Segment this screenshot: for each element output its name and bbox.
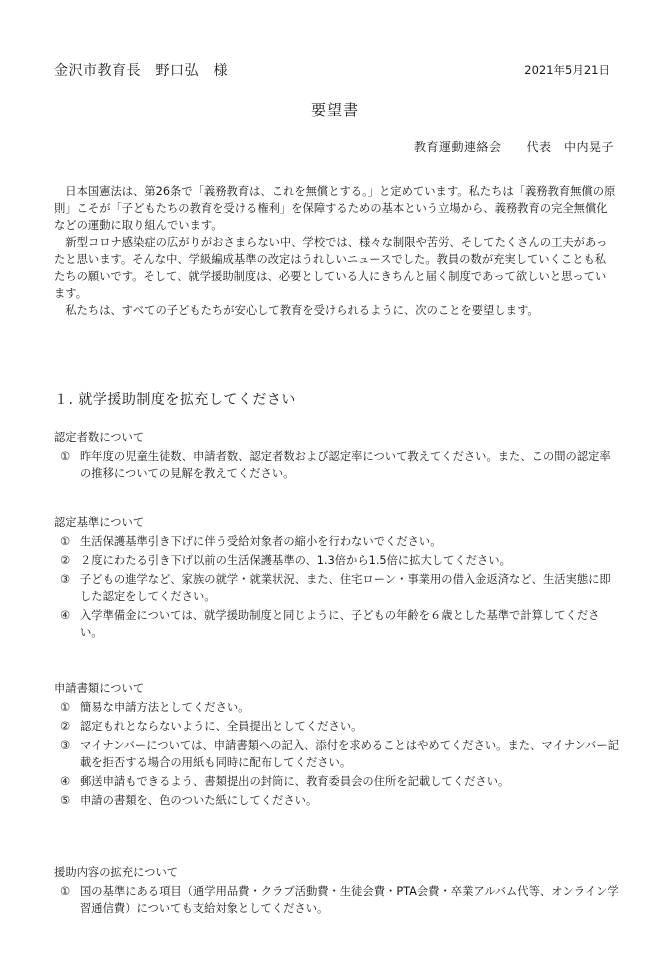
item-text: 申請の書類を、色のついた紙にしてください。 [80,794,318,807]
document-title: 要望書 [310,101,359,119]
document-date: 2021年5月21日 [524,63,610,77]
item-text: 国の基準にある項目（通学用品費・クラブ活動費・生徒会費・PTA会費・卒業アルバム代等、オンライン学習通信費）についても支給対象としてください。 [80,885,619,915]
item-text: 昨年度の児童生徒数、申請者数、認定者数および認定率について教えてください。また、この間の認定率の推移についての見解を教えてください。 [80,450,611,480]
group-application-documents [54,680,620,811]
item-text: 生活保護基準引き下げに伴う受給対象者の縮小を行わないでください。 [80,535,442,548]
intro-paragraph: 私たちは、すべての子どもたちが安心して教育を受けられるように、次のことを要望します。 [65,304,539,317]
list-item [60,883,620,917]
list-item [60,533,620,550]
group-title: 認定基準について [54,516,145,529]
item-text: マイナンバーについては、申請書類への記入、添付を求めることはやめてください。また、マイナンバー記載を拒否する場合の用紙も同時に配布してください。 [80,739,619,769]
list-item [60,607,620,641]
list-item [60,699,620,716]
item-text: 子どもの進学など、家族の就学・就業状況、また、住宅ローン・事業用の借入金返済など、生活実態に即した認定をしてください。 [80,573,611,603]
item-text: ２度にわたる引き下げ以前の生活保護基準の、1.3倍から1.5倍に拡大してください。 [80,554,511,567]
item-number: ② [60,554,71,567]
list-item [60,773,620,790]
item-text: 入学準備金については、就学援助制度と同じように、子どもの年齢を６歳とした基準で計算してください。 [80,609,600,639]
item-number: ① [60,885,71,898]
item-number: ④ [60,609,71,622]
intro-text [54,183,616,319]
item-text: 郵送申請もできるよう、書類提出の封筒に、教育委員会の住所を記載してください。 [80,775,510,788]
item-number: ④ [60,775,71,788]
group-title: 援助内容の拡充について [54,866,179,879]
intro-paragraph: 新型コロナ感染症の広がりがおさまらない中、学校では、様々な制限や苦労、そしてたくさんの工夫があったと思います。そんな中、学級編成基準の改定はうれしいニュースでした。教員の数が充実していくことも私たちの願いです。そして、就学援助制度は、必要としている人にきちんと届く制度であって欲しいと思っています。 [54,236,608,300]
list-item [60,448,620,482]
item-text: 認定もれとならないように、全員提出としてください。 [80,720,363,733]
list-item [60,552,620,569]
item-number: ⑤ [60,794,71,807]
item-number: ① [60,701,71,714]
item-number: ③ [60,739,71,752]
group-title: 申請書類について [54,682,145,695]
list-item [60,737,620,771]
group-aid-expansion [54,864,620,919]
group-recognized-count [54,429,620,484]
sender: 教育運動連絡会 代表 中内晃子 [413,140,614,154]
section-heading: １. 就学援助制度を拡充してください [54,392,296,408]
list-item [60,792,620,809]
group-title: 認定者数について [54,431,145,444]
item-number: ① [60,535,71,548]
intro-paragraph: 日本国憲法は、第26条で「義務教育は、これを無償とする。」と定めています。私たちは「義務教育無償の原則」こそが「子どもたちの教育を受ける権利」を保障するための基本という立場から、義務教育の完全無償化などの運動に取り組んでいます。 [54,185,616,232]
item-number: ① [60,450,71,463]
item-number: ② [60,720,71,733]
list-item [60,718,620,735]
item-text: 簡易な申請方法としてください。 [80,701,250,714]
group-recognition-criteria [54,514,620,643]
addressee: 金沢市教育長 野口弘 様 [54,63,228,79]
item-number: ③ [60,573,71,586]
list-item [60,571,620,605]
